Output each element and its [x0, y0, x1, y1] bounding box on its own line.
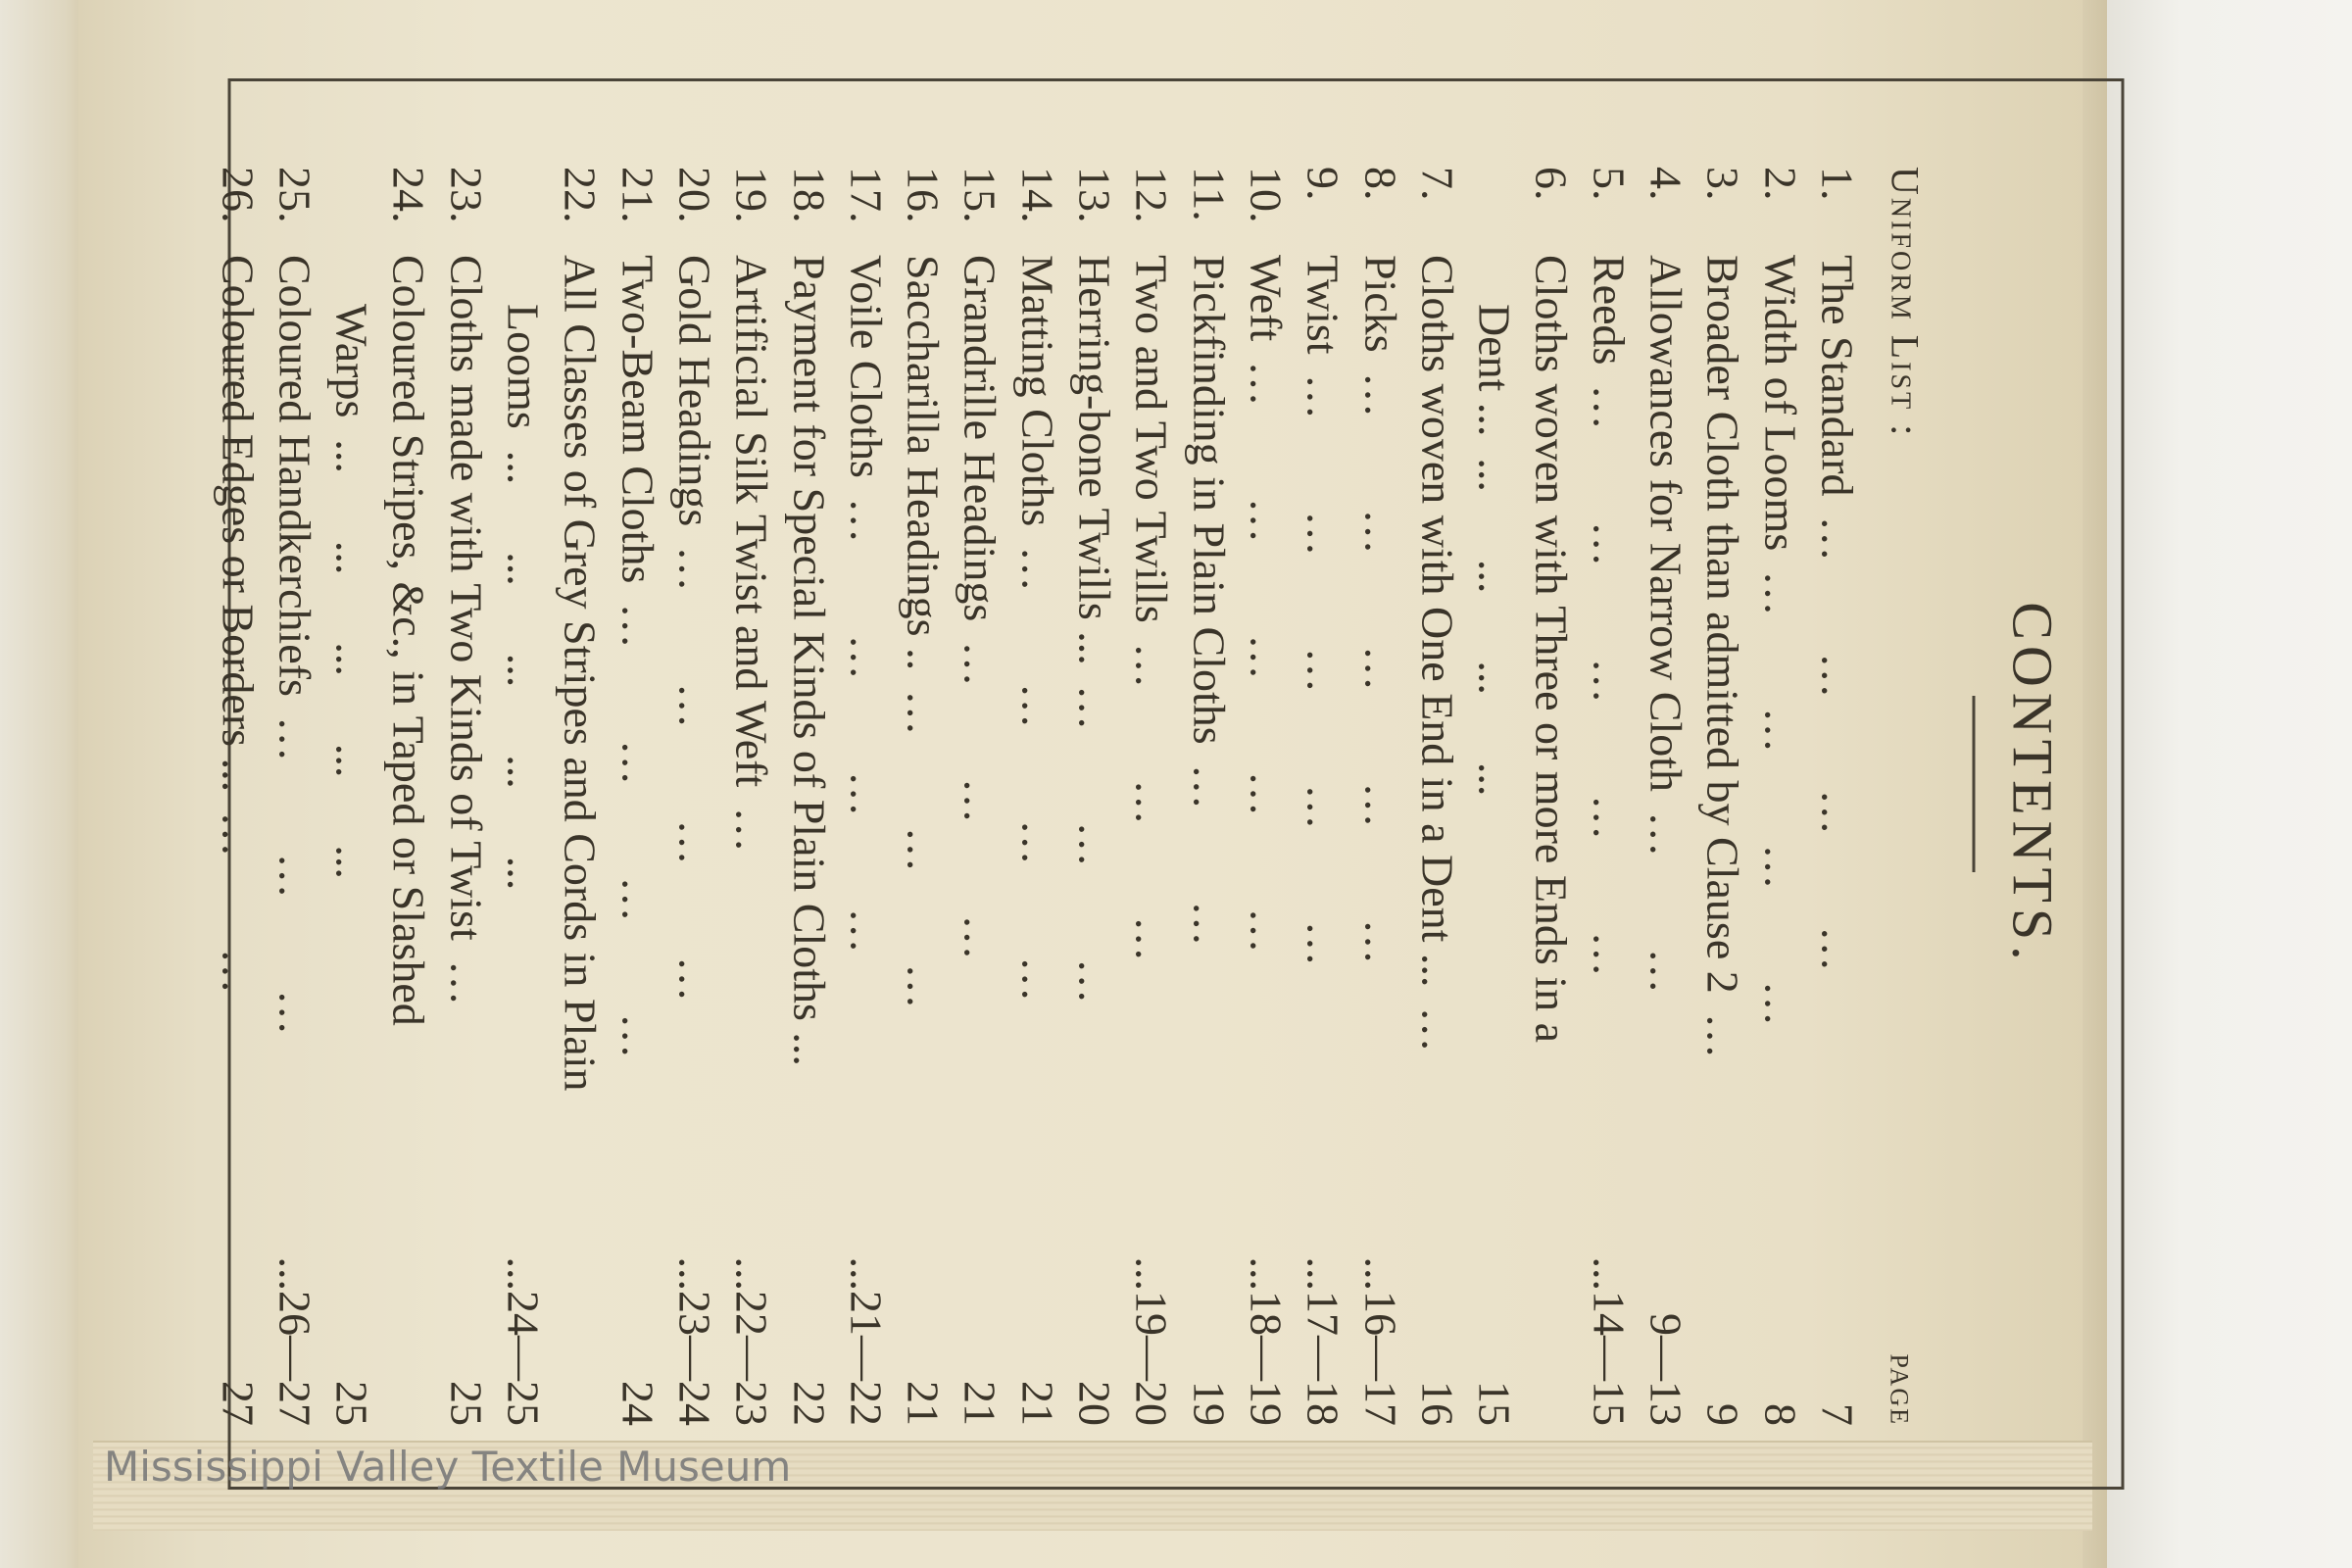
entry-page: ...18—19 [1241, 1256, 1292, 1426]
entry-number: 20. [669, 167, 720, 223]
entry-page: ...16—17 [1355, 1256, 1406, 1426]
entry-title-text: Cloths woven with One End in a Dent ... [1412, 255, 1463, 988]
entry-title [838, 255, 893, 1254]
entry-page: 19 [1184, 1381, 1235, 1426]
entry-dot-leader: ... ... ... ... ... [1298, 375, 1348, 969]
entry-title [1239, 255, 1294, 1254]
entry-title [267, 255, 321, 1254]
entry-number: 14. [1012, 167, 1063, 223]
entry-dot-leader: ... ... ... [1069, 686, 1120, 1006]
entry-number: 13. [1069, 167, 1120, 223]
page-column-label: PAGE [1885, 1353, 1914, 1426]
entry-page: 9 [1697, 1403, 1748, 1426]
entry-dot-leader: ... ... ... ... [1012, 548, 1063, 1004]
entry-title-text: Width of Looms [1755, 255, 1806, 552]
entry-page: ...21—22 [841, 1256, 892, 1426]
entry-number: 17. [841, 167, 892, 223]
entry-dot-leader: ... ... ... ... ... [326, 439, 377, 879]
entry-page: ...26—27 [270, 1256, 320, 1426]
entry-title [781, 255, 836, 1254]
entry-dot-leader: ... [726, 808, 777, 855]
entry-title [1524, 255, 1579, 1254]
entry-dot-leader: ... ... ... ... ... [1584, 386, 1635, 979]
entry-title [1581, 255, 1636, 1254]
entry-title [324, 304, 379, 1254]
entry-dot-leader: ... ... ... ... ... [1241, 363, 1292, 956]
entry-title [610, 255, 664, 1254]
entry-page: 22 [784, 1381, 835, 1426]
background-right [2107, 0, 2352, 1568]
entry-number: 18. [784, 167, 835, 223]
title-rule [1973, 696, 1976, 872]
entry-title [896, 255, 951, 1254]
entry-dot-leader: ... ... ... ... ... [1355, 373, 1406, 967]
entry-number: 2. [1755, 167, 1806, 201]
entry-page: 15 [1469, 1381, 1520, 1426]
entry-number: 8. [1355, 167, 1406, 201]
entry-number: 6. [1527, 167, 1577, 201]
entry-title [1296, 255, 1350, 1254]
entry-page: ...17—18 [1298, 1256, 1348, 1426]
entry-page: 27 [213, 1381, 264, 1426]
entry-page: ...14—15 [1584, 1256, 1635, 1426]
entry-number: 16. [898, 167, 949, 223]
section-label: Uniform List : [1883, 167, 1928, 439]
entry-number: 12. [1126, 167, 1177, 223]
entry-title [1067, 255, 1122, 1254]
entry-page: 25 [326, 1381, 377, 1426]
entry-dot-leader: ... ... ... ... [1755, 572, 1806, 1029]
entry-page: 24 [612, 1381, 663, 1426]
entry-title-text: Twist [1298, 255, 1348, 355]
entry-page: ...19—20 [1126, 1256, 1177, 1426]
entry-title [953, 255, 1007, 1254]
entry-title [1752, 255, 1807, 1254]
entry-title-text: Dent ... [1469, 304, 1520, 437]
entry-title-text: Weft [1241, 255, 1292, 342]
entry-title-text: Gold Headings [669, 255, 720, 527]
entry-title [438, 255, 493, 1254]
entry-dot-leader: ... ... ... [270, 717, 320, 1038]
entry-number: 11. [1184, 167, 1235, 221]
entry-page: ...23—24 [669, 1256, 720, 1426]
entry-title-text: Coloured Stripes, &c., in Taped or Slashed [384, 255, 434, 1026]
entry-number: 4. [1641, 167, 1691, 201]
entry-title-text: Coloured Handkerchiefs [270, 255, 320, 697]
contents-title: CONTENTS. [2000, 602, 2065, 966]
entry-page: 25 [441, 1381, 492, 1426]
entry-number: 25. [270, 167, 320, 223]
entry-number: 22. [555, 167, 606, 223]
entry-dot-leader: ... ... ... [1126, 644, 1177, 964]
entry-title [381, 255, 436, 1254]
entry-title-text: Artificial Silk Twist and Weft [726, 255, 777, 788]
entry-number: 19. [726, 167, 777, 223]
entry-title-text: Looms [498, 304, 549, 429]
entry-dot-leader: ... ... ... [956, 643, 1005, 962]
entry-dot-leader: ... ... ... ... [841, 499, 892, 956]
entry-dot-leader: ... ... ... ... [612, 605, 663, 1061]
entry-title-text: Matting Cloths [1012, 255, 1063, 527]
entry-title-text: Two and Two Twills [1126, 255, 1177, 623]
entry-page: 21 [956, 1381, 1005, 1426]
entry-number: 15. [956, 167, 1005, 223]
entry-page: 16 [1412, 1381, 1463, 1426]
contents-sheet [213, 78, 2125, 1490]
entry-title-text: Picks [1355, 255, 1406, 353]
entry-page: ...22—23 [726, 1256, 777, 1426]
entry-title-text: Saccharilla Headings .. [898, 255, 949, 671]
entry-number: 26. [213, 167, 264, 223]
entry-title [1352, 255, 1407, 1254]
entry-number: 7. [1412, 167, 1463, 201]
entry-title-text: Pickfinding in Plain Cloths [1184, 255, 1235, 745]
entry-title [1695, 255, 1750, 1254]
entry-title-text: Voile Cloths [841, 255, 892, 478]
entry-number: 3. [1697, 167, 1748, 201]
entry-page: 21 [898, 1381, 949, 1426]
entry-page: ...24—25 [498, 1256, 549, 1426]
entry-number: 9. [1298, 167, 1348, 201]
entry-page: 20 [1069, 1381, 1120, 1426]
entry-title-text: Warps [326, 304, 377, 418]
entry-title [496, 304, 551, 1254]
entry-title-text: Herring-bone Twills ... [1069, 255, 1120, 665]
entry-dot-leader: ... ... ... ... [1469, 458, 1520, 797]
entry-dot-leader: ... [1412, 1008, 1463, 1054]
entry-number: 21. [612, 167, 663, 223]
entry-title-text: Grandrille Headings [956, 255, 1005, 622]
entry-page: 21 [1012, 1381, 1063, 1426]
entry-title [724, 255, 779, 1254]
entry-page: 7 [1812, 1403, 1863, 1426]
entry-dot-leader: ... ... [1641, 813, 1691, 997]
entry-title-text: Payment for Special Kinds of Plain Cloths ... [784, 255, 835, 1066]
entry-title-text: Cloths woven with Three or more Ends in a [1527, 255, 1577, 1044]
museum-watermark: Mississippi Valley Textile Museum [104, 1443, 792, 1491]
entry-dot-leader: ... ... [213, 813, 264, 997]
entry-title [667, 255, 722, 1254]
entry-title [1124, 255, 1179, 1254]
entry-dot-leader: ... ... ... ... [669, 548, 720, 1004]
entry-title-text: Two-Beam Cloths [612, 255, 663, 584]
entry-dot-leader: ... [441, 961, 492, 1008]
entry-page: 9—13 [1641, 1313, 1691, 1426]
entry-title [1810, 255, 1865, 1254]
entry-title-text: Cloths made with Two Kinds of Twist [441, 255, 492, 941]
entry-number: 24. [384, 167, 434, 223]
entry-page: 8 [1755, 1403, 1806, 1426]
entry-dot-leader: ... [1697, 1014, 1748, 1061]
entry-number: 1. [1812, 167, 1863, 201]
entry-dot-leader: ... ... [1184, 765, 1235, 949]
entry-title-text: Coloured Edges or Borders ... [213, 255, 264, 793]
entry-title-text: The Standard [1812, 255, 1863, 497]
entry-title [1467, 304, 1522, 1254]
entry-title [1009, 255, 1064, 1254]
entry-title-text: Allowances for Narrow Cloth [1641, 255, 1691, 793]
entry-dot-leader: ... ... ... ... ... [498, 450, 549, 891]
entry-title [210, 255, 265, 1254]
entry-title [1639, 255, 1693, 1254]
entry-title-text: All Classes of Grey Stripes and Cords in Plain [555, 255, 606, 1092]
entry-title [1181, 255, 1236, 1254]
entry-dot-leader: ... ... ... [898, 692, 949, 1011]
entry-title-text: Reeds [1584, 255, 1635, 366]
entry-dot-leader: ... ... ... ... [1812, 517, 1863, 974]
entry-number: 10. [1241, 167, 1292, 223]
entry-number: 5. [1584, 167, 1635, 201]
entry-title-text: Broader Cloth than admitted by Clause 2 [1697, 255, 1748, 994]
entry-number: 23. [441, 167, 492, 223]
entry-title [1409, 255, 1464, 1254]
entry-title [553, 255, 608, 1254]
